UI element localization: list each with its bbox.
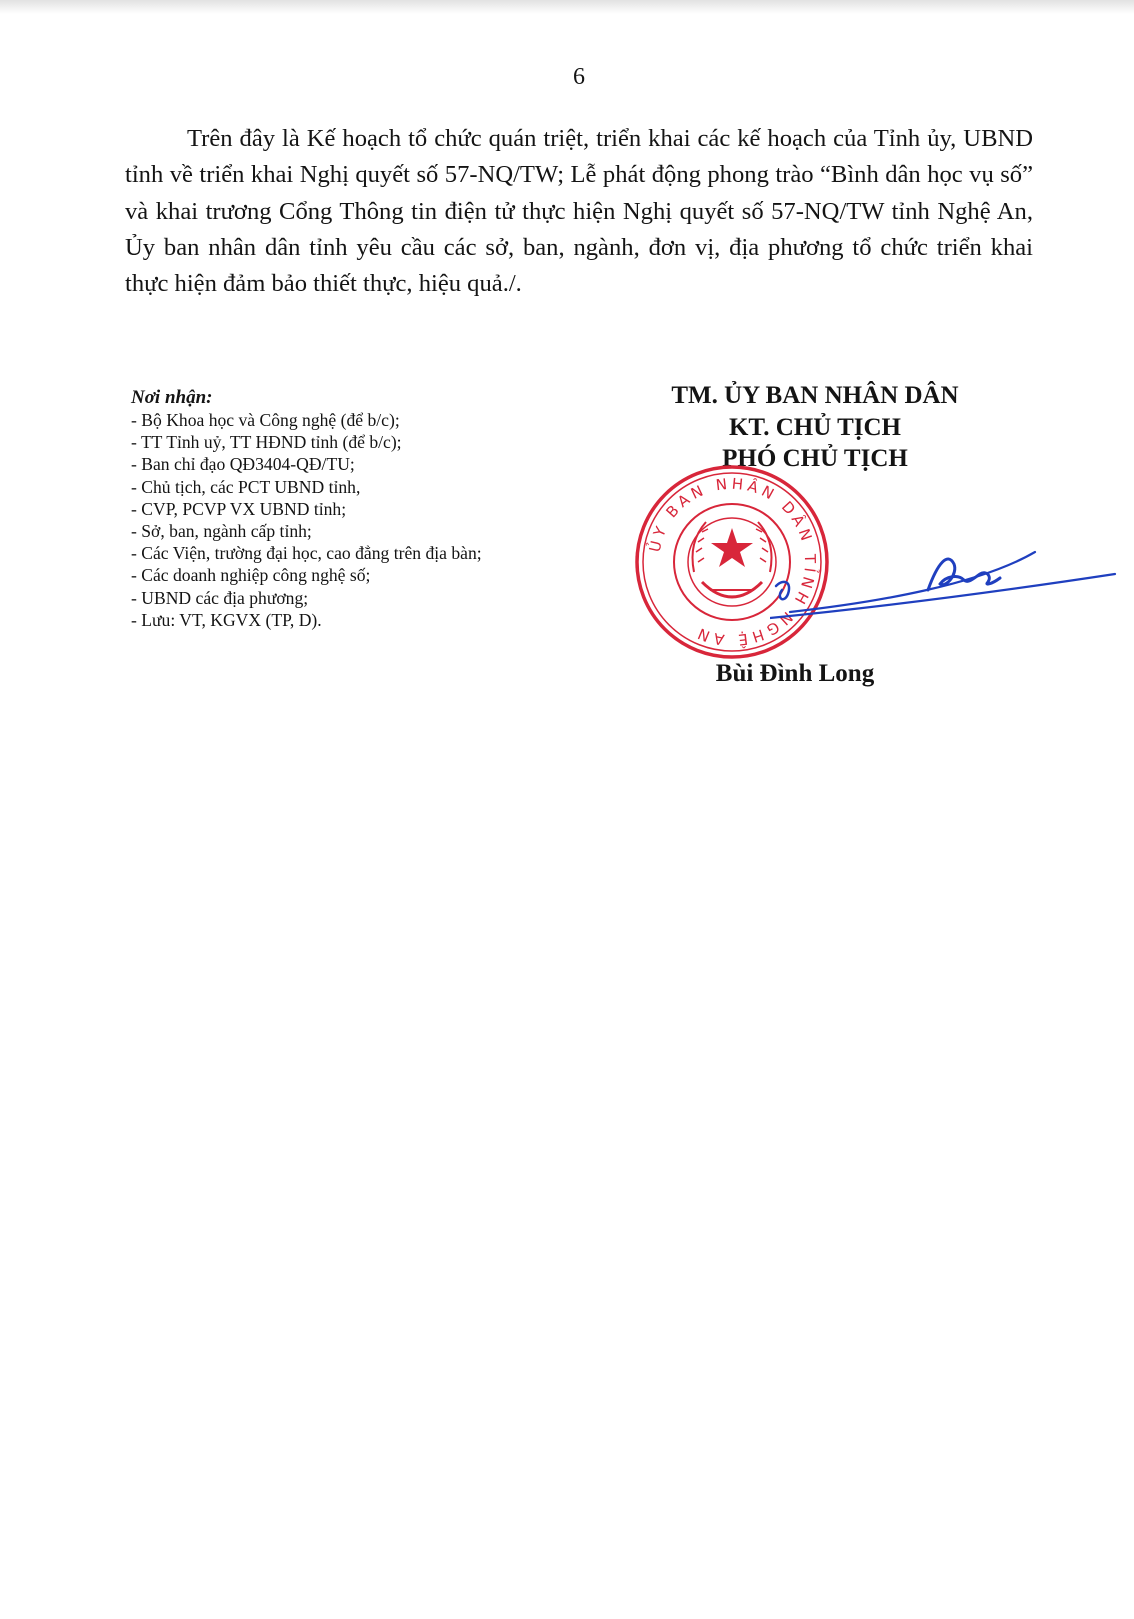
page-number: 6	[573, 64, 585, 90]
recipient-item: - Ban chỉ đạo QĐ3404-QĐ/TU;	[131, 454, 355, 475]
seal-text: ỦY BAN NHÂN DÂN TỈNH NGHỆ AN	[645, 474, 820, 650]
signature-authority-block	[600, 380, 1030, 475]
signer-name: Bùi Đình Long	[715, 660, 875, 687]
authority-line-3: PHÓ CHỦ TỊCH	[722, 445, 908, 472]
recipient-item: - Bộ Khoa học và Công nghệ (để b/c);	[131, 410, 400, 430]
recipients-title: Nơi nhận:	[131, 387, 213, 408]
recipient-item: - Sở, ban, ngành cấp tỉnh;	[131, 521, 312, 542]
handwritten-signature-icon	[770, 540, 1120, 630]
scan-edge-shadow	[0, 0, 1134, 14]
recipients-list	[131, 409, 601, 631]
authority-line-2: KT. CHỦ TỊCH	[728, 413, 902, 441]
recipients-block	[131, 387, 601, 631]
recipient-item: - Lưu: VT, KGVX (TP, D).	[131, 609, 322, 630]
recipient-item: - TT Tỉnh uỷ, TT HĐND tỉnh (để b/c);	[131, 432, 402, 453]
authority-line-1: TM. ỦY BAN NHÂN DÂN	[671, 382, 959, 409]
recipient-item: - UBND các địa phương;	[131, 587, 309, 608]
recipient-item: - Các Viện, trường đại học, cao đẳng trên địa bàn;	[131, 543, 482, 564]
recipient-item: - CVP, PCVP VX UBND tỉnh;	[131, 498, 347, 519]
recipient-item: - Các doanh nghiệp công nghệ số;	[131, 565, 371, 586]
closing-paragraph: Trên đây là Kế hoạch tổ chức quán triệt, triển khai các kế hoạch của Tỉnh ủy, UBND tỉnh về triển khai Nghị quyết số 57-NQ/TW; Lễ phát động phong trào “Bình dân học vụ số” và khai trương Cổng Thông tin điện tử thực hiện Nghị quyết số 57-NQ/TW tỉnh Nghệ An, Ủy ban nhân dân tỉnh yêu cầu các sở, ban, ngành, đơn vị, địa phương tổ chức triển khai thực hiện đảm bảo thiết thực, hiệu quả./.	[125, 125, 1033, 298]
recipient-item: - Chủ tịch, các PCT UBND tỉnh,	[131, 476, 361, 497]
